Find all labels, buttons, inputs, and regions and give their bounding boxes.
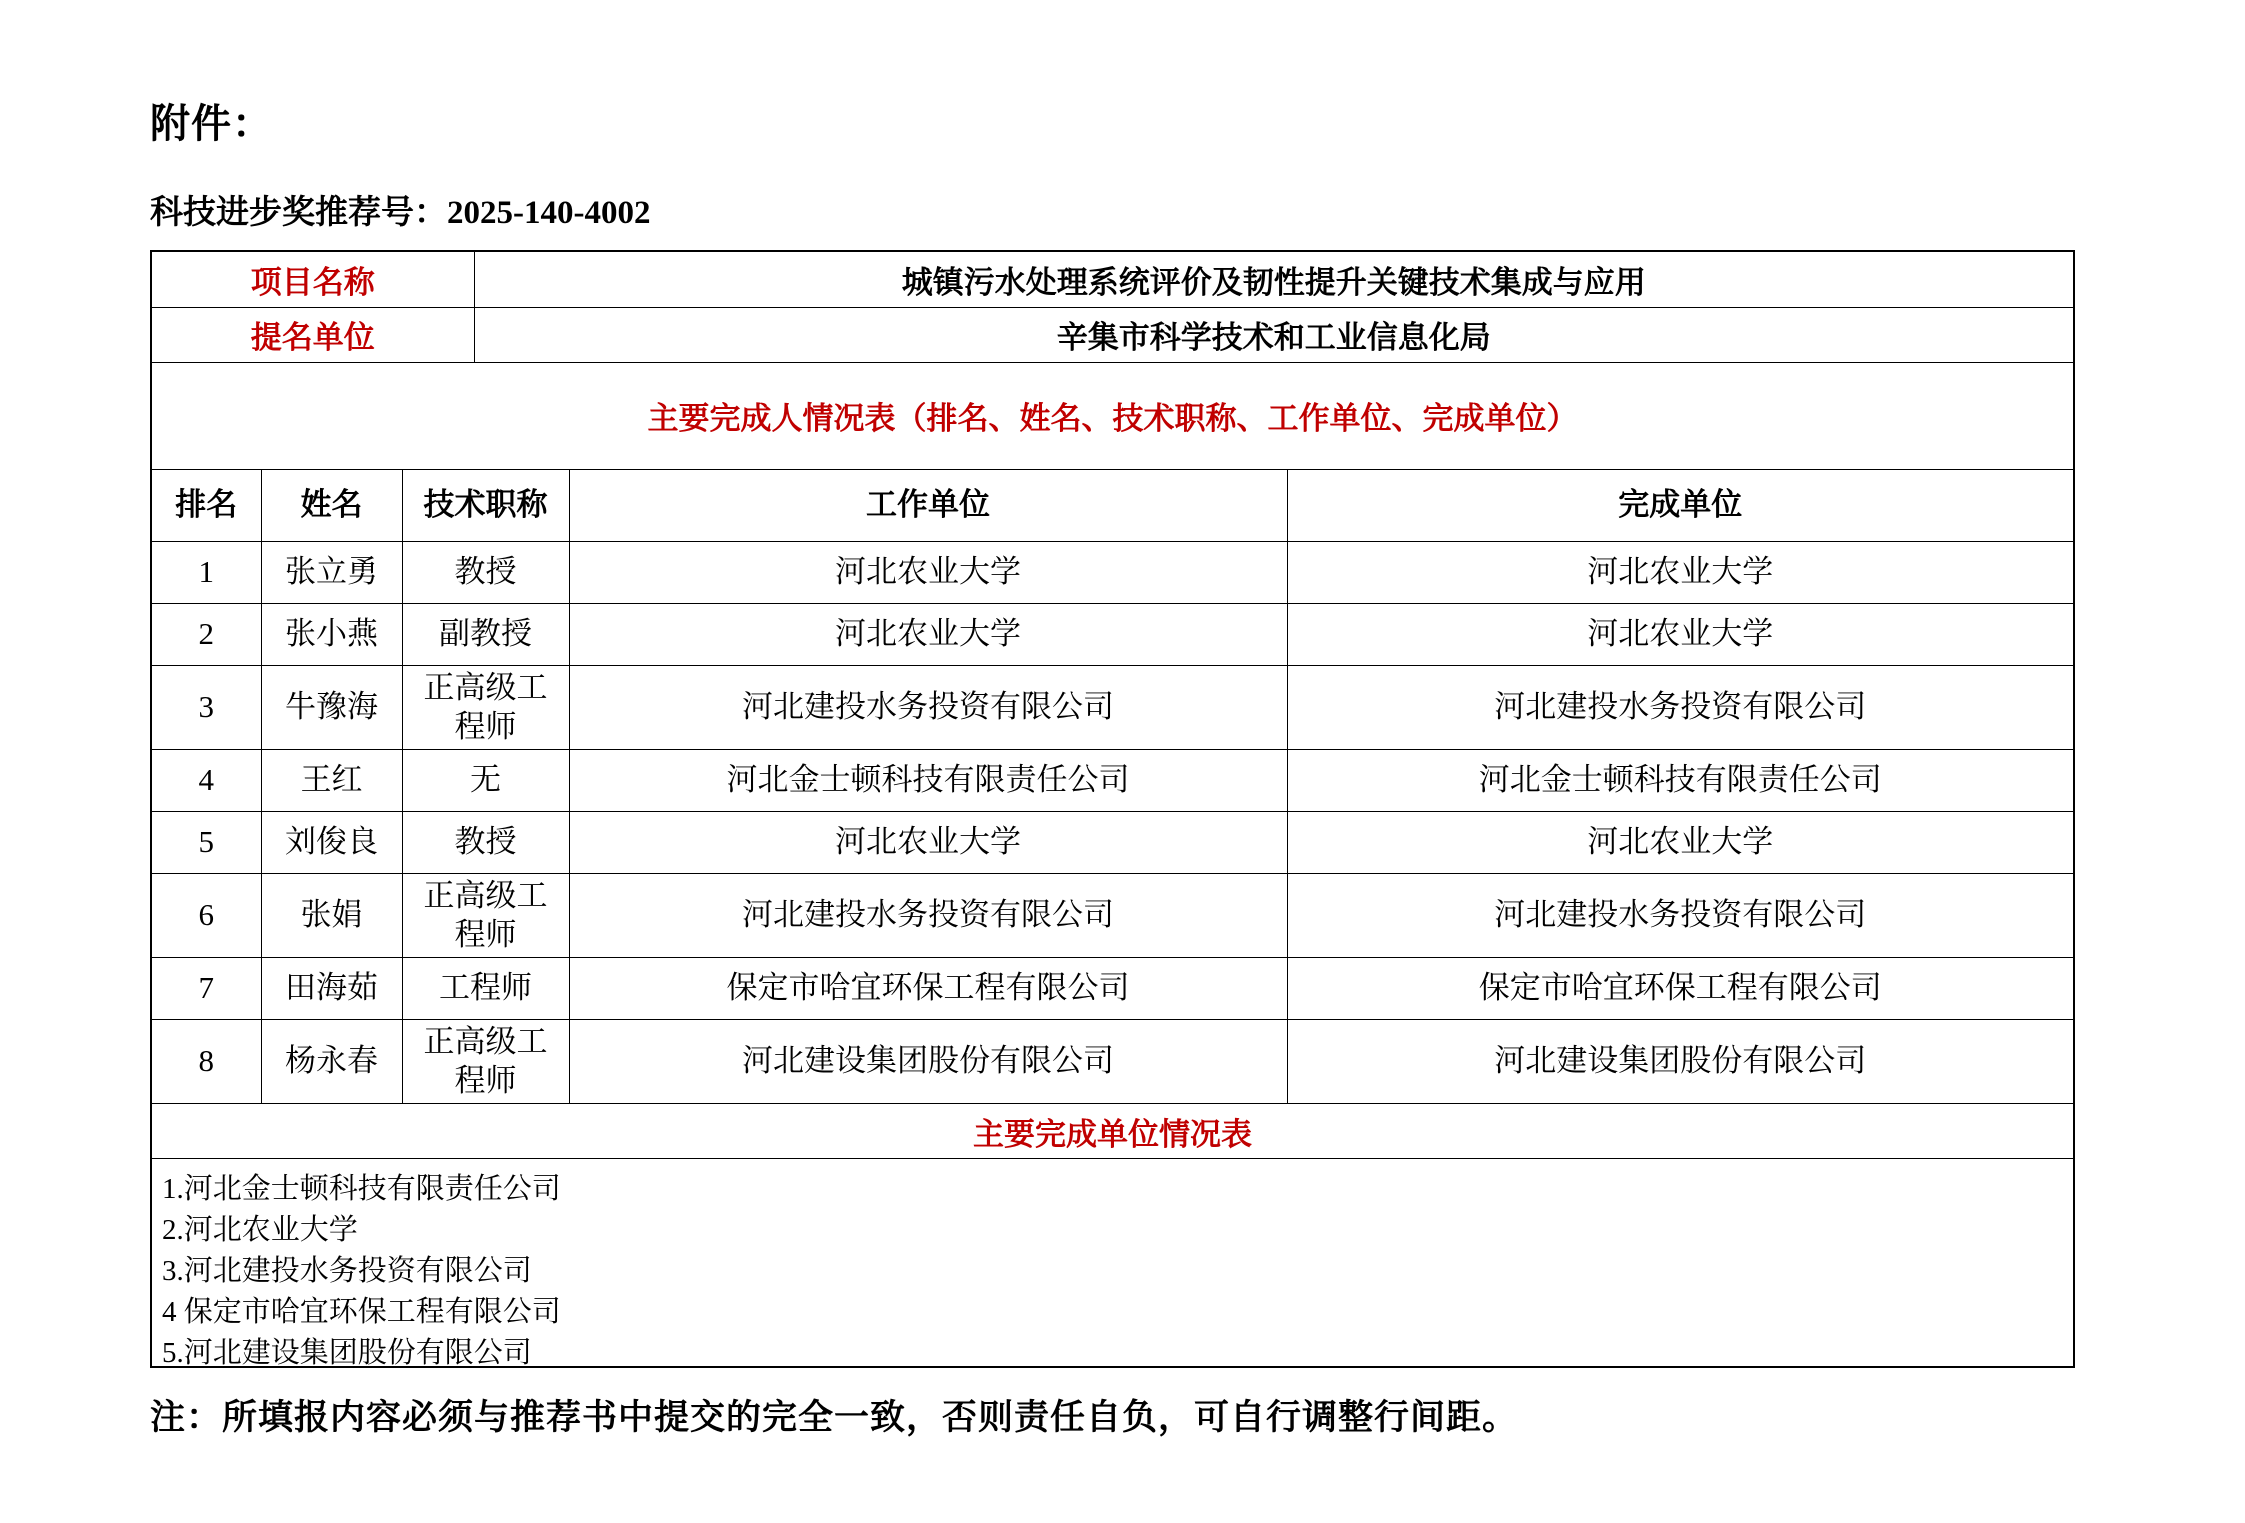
table-row xyxy=(152,874,2073,958)
cell-name: 张娟 xyxy=(261,874,402,958)
cell-name: 王红 xyxy=(261,750,402,812)
header-completion-unit: 完成单位 xyxy=(1287,470,2073,542)
table-row xyxy=(152,750,2073,812)
cell-title: 无 xyxy=(402,750,569,812)
cell-completion-unit: 河北农业大学 xyxy=(1287,604,2073,666)
table-row xyxy=(152,958,2073,1020)
list-item: 5.河北建设集团股份有限公司 xyxy=(162,1337,532,1369)
cell-rank: 2 xyxy=(152,604,261,666)
cell-rank: 8 xyxy=(152,1020,261,1104)
header-name: 姓名 xyxy=(261,470,402,542)
cell-work-unit: 河北建投水务投资有限公司 xyxy=(569,666,1287,750)
header-work-unit: 工作单位 xyxy=(569,470,1287,542)
cell-work-unit: 河北金士顿科技有限责任公司 xyxy=(569,750,1287,812)
cell-title: 教授 xyxy=(402,812,569,874)
cell-name: 杨永春 xyxy=(261,1020,402,1104)
table-row xyxy=(152,542,2073,604)
cell-name: 田海茹 xyxy=(261,958,402,1020)
cell-rank: 4 xyxy=(152,750,261,812)
table-row xyxy=(152,1020,2073,1104)
cell-title: 正高级工程师 xyxy=(402,1020,569,1104)
cell-title: 副教授 xyxy=(402,604,569,666)
list-item: 2.河北农业大学 xyxy=(162,1214,358,1246)
attachment-label: 附件： xyxy=(150,102,273,146)
list-item: 3.河北建投水务投资有限公司 xyxy=(162,1255,532,1287)
contributors-table xyxy=(152,470,2073,1105)
cell-title: 正高级工程师 xyxy=(402,666,569,750)
header-rank: 排名 xyxy=(152,470,261,542)
cell-work-unit: 河北建设集团股份有限公司 xyxy=(569,1020,1287,1104)
cell-completion-unit: 保定市哈宜环保工程有限公司 xyxy=(1287,958,2073,1020)
cell-completion-unit: 河北金士顿科技有限责任公司 xyxy=(1287,750,2073,812)
table-row xyxy=(152,604,2073,666)
list-item: 1.河北金士顿科技有限责任公司 xyxy=(162,1173,561,1205)
cell-work-unit: 河北农业大学 xyxy=(569,542,1287,604)
units-section-title: 主要完成单位情况表 xyxy=(152,1104,2073,1159)
cell-completion-unit: 河北农业大学 xyxy=(1287,542,2073,604)
cell-name: 牛豫海 xyxy=(261,666,402,750)
cell-completion-unit: 河北建设集团股份有限公司 xyxy=(1287,1020,2073,1104)
list-item: 4 保定市哈宜环保工程有限公司 xyxy=(162,1296,561,1328)
cell-work-unit: 河北建投水务投资有限公司 xyxy=(569,874,1287,958)
table-row xyxy=(152,812,2073,874)
nominating-unit-row xyxy=(152,307,2073,362)
recommendation-line xyxy=(150,186,650,233)
cell-rank: 1 xyxy=(152,542,261,604)
footer-note: 注：所填报内容必须与推荐书中提交的完全一致，否则责任自负，可自行调整行间距。 xyxy=(150,1398,1519,1437)
cell-completion-unit: 河北农业大学 xyxy=(1287,812,2073,874)
cell-work-unit: 保定市哈宜环保工程有限公司 xyxy=(569,958,1287,1020)
cell-completion-unit: 河北建投水务投资有限公司 xyxy=(1287,666,2073,750)
cell-completion-unit: 河北建投水务投资有限公司 xyxy=(1287,874,2073,958)
cell-name: 张立勇 xyxy=(261,542,402,604)
cell-name: 张小燕 xyxy=(261,604,402,666)
nominating-unit-label: 提名单位 xyxy=(152,307,474,362)
cell-rank: 6 xyxy=(152,874,261,958)
cell-work-unit: 河北农业大学 xyxy=(569,604,1287,666)
cell-title: 正高级工程师 xyxy=(402,874,569,958)
table-row xyxy=(152,666,2073,750)
project-info-table xyxy=(152,252,2073,363)
cell-title: 教授 xyxy=(402,542,569,604)
cell-name: 刘俊良 xyxy=(261,812,402,874)
cell-title: 工程师 xyxy=(402,958,569,1020)
nominating-unit-value: 辛集市科学技术和工业信息化局 xyxy=(474,307,2073,362)
project-name-label: 项目名称 xyxy=(152,252,474,307)
recommendation-number: 2025-140-4002 xyxy=(447,195,651,231)
project-name-value: 城镇污水处理系统评价及韧性提升关键技术集成与应用 xyxy=(474,252,2073,307)
cell-work-unit: 河北农业大学 xyxy=(569,812,1287,874)
cell-rank: 5 xyxy=(152,812,261,874)
cell-rank: 3 xyxy=(152,666,261,750)
recommendation-label: 科技进步奖推荐号： xyxy=(150,195,447,231)
people-section-title: 主要完成人情况表（排名、姓名、技术职称、工作单位、完成单位） xyxy=(152,363,2073,470)
header-title: 技术职称 xyxy=(402,470,569,542)
project-name-row xyxy=(152,252,2073,307)
completion-units-list xyxy=(152,1159,2073,1369)
cell-rank: 7 xyxy=(152,958,261,1020)
contributors-header-row xyxy=(152,470,2073,542)
main-table xyxy=(150,250,2075,1368)
